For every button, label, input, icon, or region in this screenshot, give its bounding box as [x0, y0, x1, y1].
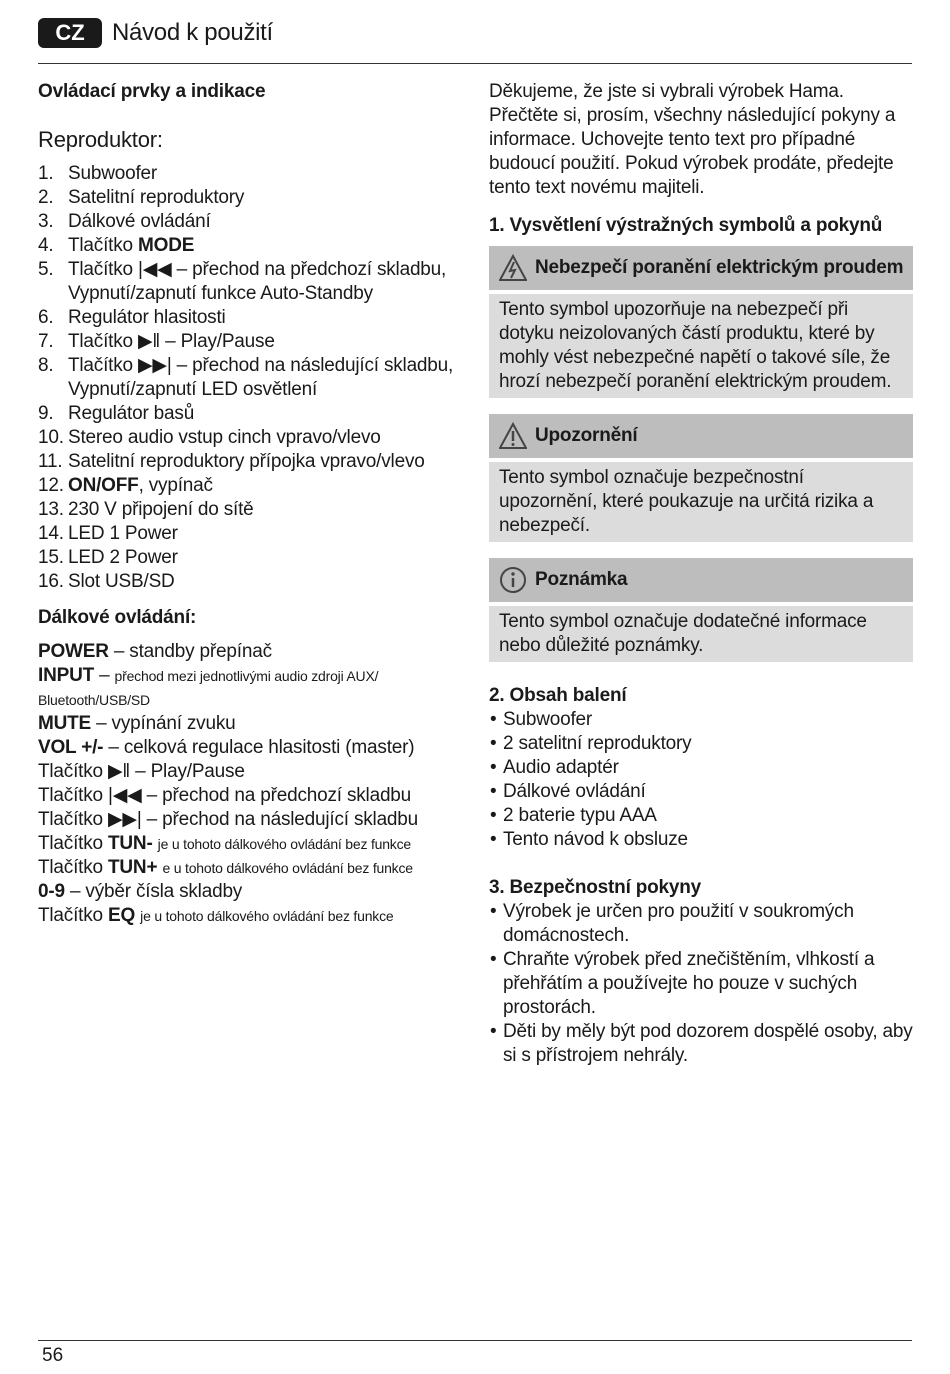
part-item [38, 234, 458, 258]
part-number: 2. [38, 187, 54, 208]
remote-note: e u tohoto dálkového ovládání bez funkce [162, 860, 413, 876]
notice-box [489, 414, 913, 542]
remote-note: přechod mezi jednotlivými audio zdroji AUX/ Bluetooth/USB/SD [38, 668, 379, 708]
part-item [38, 402, 458, 426]
remote-item [38, 856, 458, 880]
remote-item [38, 736, 458, 760]
remote-note: je u tohoto dálkového ovládání bez funkce [140, 908, 394, 924]
remote-heading: Dálkové ovládání: [38, 607, 197, 628]
package-item: • 2 satelitní reproduktory [489, 732, 913, 756]
part-item [38, 162, 458, 186]
part-item [38, 522, 458, 546]
page-header [38, 16, 273, 50]
intro-text: Děkujeme, že jste si vybrali výrobek Hama. Přečtěte si, prosím, všechny následující pokyny a informace. Uchovejte tento text pro případné budoucí použití. Pokud výrobek prodáte, předejte tento text novému majiteli. [489, 81, 896, 198]
info-icon [499, 566, 527, 594]
part-item [38, 450, 458, 474]
part-label: Dálkové ovládání [68, 211, 211, 232]
page-title: Návod k použití [112, 19, 273, 46]
electric-warning-icon [499, 254, 527, 282]
remote-label: Tlačítko ▶‖ – Play/Pause [38, 761, 245, 782]
part-number: 5. [38, 259, 54, 280]
safety-item: • Výrobek je určen pro použití v soukromých domácnostech. [489, 900, 913, 948]
part-label: Stereo audio vstup cinch vpravo/vlevo [68, 427, 381, 448]
remote-item [38, 664, 458, 712]
part-number: 16. [38, 571, 64, 592]
remote-label: Tlačítko [38, 905, 108, 926]
part-item [38, 330, 458, 354]
remote-description: – standby přepínač [108, 641, 272, 662]
part-label: Regulátor hlasitosti [68, 307, 226, 328]
part-number: 3. [38, 211, 54, 232]
notice-body: Tento symbol označuje bezpečnostní upozornění, které poukazuje na určitá rizika a nebezpečí. [489, 462, 913, 542]
part-number: 1. [38, 163, 54, 184]
header-divider [38, 63, 912, 64]
part-number: 13. [38, 499, 64, 520]
part-text [68, 522, 178, 546]
remote-item [38, 640, 458, 664]
part-text [68, 426, 381, 450]
notice-box [489, 558, 913, 662]
part-text [68, 234, 194, 258]
part-item [38, 258, 458, 306]
part-label: LED 2 Power [68, 547, 178, 568]
section-1-title: 1. Vysvětlení výstražných symbolů a pokynů [489, 215, 883, 236]
part-number: 7. [38, 331, 54, 352]
part-label: Regulátor basů [68, 403, 195, 424]
remote-key: INPUT [38, 665, 95, 686]
remote-item [38, 880, 458, 904]
remote-label: Tlačítko [38, 857, 108, 878]
remote-item [38, 784, 458, 808]
remote-key: TUN+ [108, 857, 158, 878]
part-label: 230 V připojení do sítě [68, 499, 254, 520]
part-number: 14. [38, 523, 64, 544]
part-item [38, 498, 458, 522]
remote-label: Tlačítko |◀◀ – přechod na předchozí skladbu [38, 785, 412, 806]
part-number: 8. [38, 355, 54, 376]
part-label-bold: MODE [138, 235, 195, 256]
remote-item [38, 904, 458, 928]
section-2-title: 2. Obsah balení [489, 685, 627, 706]
part-label: Tlačítko [68, 235, 138, 256]
notice-body: Tento symbol označuje dodatečné informace nebo důležité poznámky. [489, 606, 913, 662]
part-label: Tlačítko ▶▶| – přechod na následující skladbu, Vypnutí/zapnutí LED osvětlení [68, 355, 454, 400]
remote-key: EQ [108, 905, 136, 926]
part-label: LED 1 Power [68, 523, 178, 544]
part-text [68, 402, 194, 426]
part-text [68, 570, 175, 594]
remote-key: TUN- [108, 833, 153, 854]
part-label-bold: ON/OFF [68, 475, 139, 496]
part-text [68, 498, 254, 522]
part-text [68, 546, 178, 570]
notices [489, 246, 913, 662]
package-list [489, 708, 913, 852]
page-number: 56 [42, 1345, 64, 1366]
part-text [68, 306, 226, 330]
notice-header [489, 414, 913, 458]
parts-list [38, 162, 458, 594]
part-number: 10. [38, 427, 64, 448]
part-text [68, 258, 458, 306]
package-item: • Tento návod k obsluze [489, 828, 913, 852]
part-label: Slot USB/SD [68, 571, 175, 592]
package-item: • 2 baterie typu AAA [489, 804, 913, 828]
notice-body: Tento symbol upozorňuje na nebezpečí při dotyku neizolovaných částí produktu, které by mohly vést nebezpečné napětí o takové síle, že hrozí nebezpečí poranění elektrickým proudem. [489, 294, 913, 398]
remote-description: – vypínání zvuku [91, 713, 236, 734]
part-label: Tlačítko |◀◀ – přechod na předchozí skladbu, Vypnutí/zapnutí funkce Auto-Standby [68, 259, 447, 304]
part-item [38, 546, 458, 570]
language-badge: CZ [38, 18, 102, 48]
safety-item: • Děti by měly být pod dozorem dospělé osoby, aby si s přístrojem nehrály. [489, 1020, 913, 1068]
remote-list [38, 640, 458, 928]
remote-description: – [94, 665, 115, 686]
part-label: Satelitní reproduktory [68, 187, 245, 208]
part-text [68, 450, 425, 474]
notice-box [489, 246, 913, 398]
part-label: Subwoofer [68, 163, 158, 184]
part-item [38, 306, 458, 330]
notice-header [489, 558, 913, 602]
part-text [68, 186, 244, 210]
package-item: • Dálkové ovládání [489, 780, 913, 804]
controls-heading: Ovládací prvky a indikace [38, 81, 266, 102]
part-label-suffix: , vypínač [138, 475, 213, 496]
remote-key: POWER [38, 641, 109, 662]
part-item [38, 354, 458, 402]
part-number: 11. [38, 451, 63, 472]
remote-key: 0-9 [38, 881, 65, 902]
safety-item: • Chraňte výrobek před znečištěním, vlhkostí a přehřátím a používejte ho pouze v suchých prostorách. [489, 948, 913, 1020]
safety-list [489, 900, 913, 1068]
part-item [38, 210, 458, 234]
part-item [38, 426, 458, 450]
part-text [68, 330, 275, 354]
part-number: 9. [38, 403, 54, 424]
part-label: Satelitní reproduktory přípojka vpravo/vlevo [68, 451, 425, 472]
part-number: 4. [38, 235, 54, 256]
part-text [68, 354, 458, 402]
section-3-title: 3. Bezpečnostní pokyny [489, 877, 702, 898]
remote-item [38, 832, 458, 856]
remote-note: je u tohoto dálkového ovládání bez funkce [157, 836, 411, 852]
part-number: 6. [38, 307, 54, 328]
speaker-heading: Reproduktor: [38, 127, 163, 152]
part-item [38, 474, 458, 498]
remote-item [38, 808, 458, 832]
remote-key: MUTE [38, 713, 92, 734]
remote-label: Tlačítko ▶▶| – přechod na následující skladbu [38, 809, 419, 830]
notice-title: Nebezpečí poranění elektrickým proudem [535, 257, 904, 278]
package-item: • Subwoofer [489, 708, 913, 732]
part-number: 12. [38, 475, 64, 496]
part-item [38, 186, 458, 210]
remote-description: – celková regulace hlasitosti (master) [103, 737, 415, 758]
remote-item [38, 712, 458, 736]
part-number: 15. [38, 547, 64, 568]
part-item [38, 570, 458, 594]
notice-title: Poznámka [535, 569, 628, 590]
part-text [68, 210, 211, 234]
package-item: • Audio adaptér [489, 756, 913, 780]
warning-icon [499, 422, 527, 450]
remote-key: VOL +/- [38, 737, 104, 758]
left-column [38, 80, 458, 928]
part-label: Tlačítko ▶‖ – Play/Pause [68, 331, 275, 352]
remote-description: – výběr čísla skladby [64, 881, 243, 902]
footer-divider [38, 1340, 912, 1341]
notice-title: Upozornění [535, 425, 638, 446]
remote-label: Tlačítko [38, 833, 108, 854]
remote-item [38, 760, 458, 784]
notice-header [489, 246, 913, 290]
part-text [68, 162, 157, 186]
right-column [489, 80, 913, 1068]
part-text [68, 474, 213, 498]
